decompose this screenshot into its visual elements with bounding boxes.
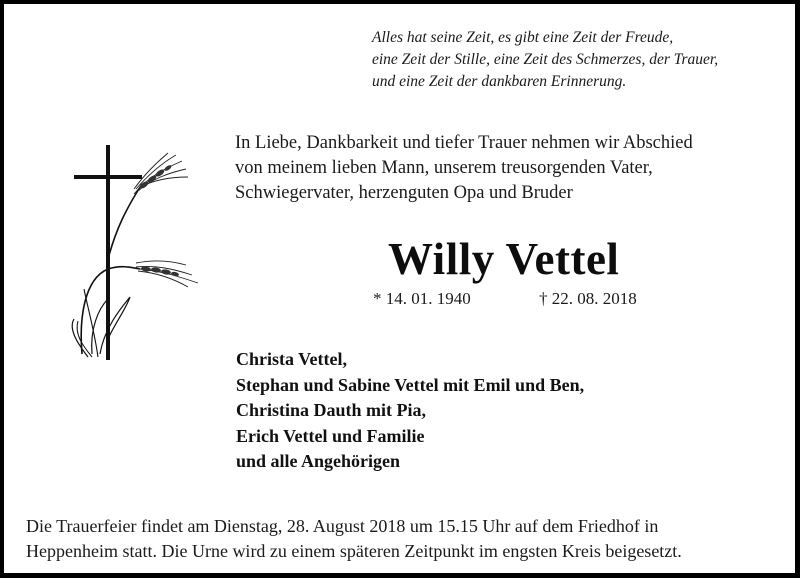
- motto-line: eine Zeit der Stille, eine Zeit des Schmerzes, der Trauer,: [372, 51, 719, 68]
- mourner-line: Stephan und Sabine Vettel mit Emil und Ben,: [236, 374, 585, 395]
- funeral-notice-line: Die Trauerfeier findet am Dienstag, 28. August 2018 um 15.15 Uhr auf dem Friedhof in: [26, 516, 659, 536]
- cross-with-wheat-icon: [64, 139, 204, 364]
- intro-line: von meinem lieben Mann, unserem treusorgenden Vater,: [235, 158, 653, 178]
- mourner-line: und alle Angehörigen: [236, 451, 401, 471]
- birth-date: * 14. 01. 1940: [373, 289, 471, 308]
- mourner-line: Christina Dauth mit Pia,: [236, 400, 427, 420]
- mourner-line: Christa Vettel,: [236, 349, 347, 369]
- death-date: † 22. 08. 2018: [539, 289, 637, 308]
- life-dates: [373, 289, 673, 313]
- motto-line: Alles hat seine Zeit, es gibt eine Zeit der Freude,: [372, 29, 674, 46]
- intro-line: In Liebe, Dankbarkeit und tiefer Trauer nehmen wir Abschied: [235, 133, 693, 153]
- intro-text: [235, 131, 795, 206]
- intro-line: Schwiegervater, herzenguten Opa und Bruder: [235, 183, 573, 203]
- mourners-list: [236, 347, 584, 475]
- motto-line: und eine Zeit der dankbaren Erinnerung.: [372, 73, 627, 90]
- funeral-notice-line: Heppenheim statt. Die Urne wird zu einem späteren Zeitpunkt im engsten Kreis beigesetzt.: [26, 541, 682, 561]
- deceased-name: Willy Vettel: [388, 234, 620, 284]
- funeral-notice: [26, 514, 682, 564]
- mourner-line: Erich Vettel und Familie: [236, 425, 425, 446]
- motto-quote: [372, 27, 792, 93]
